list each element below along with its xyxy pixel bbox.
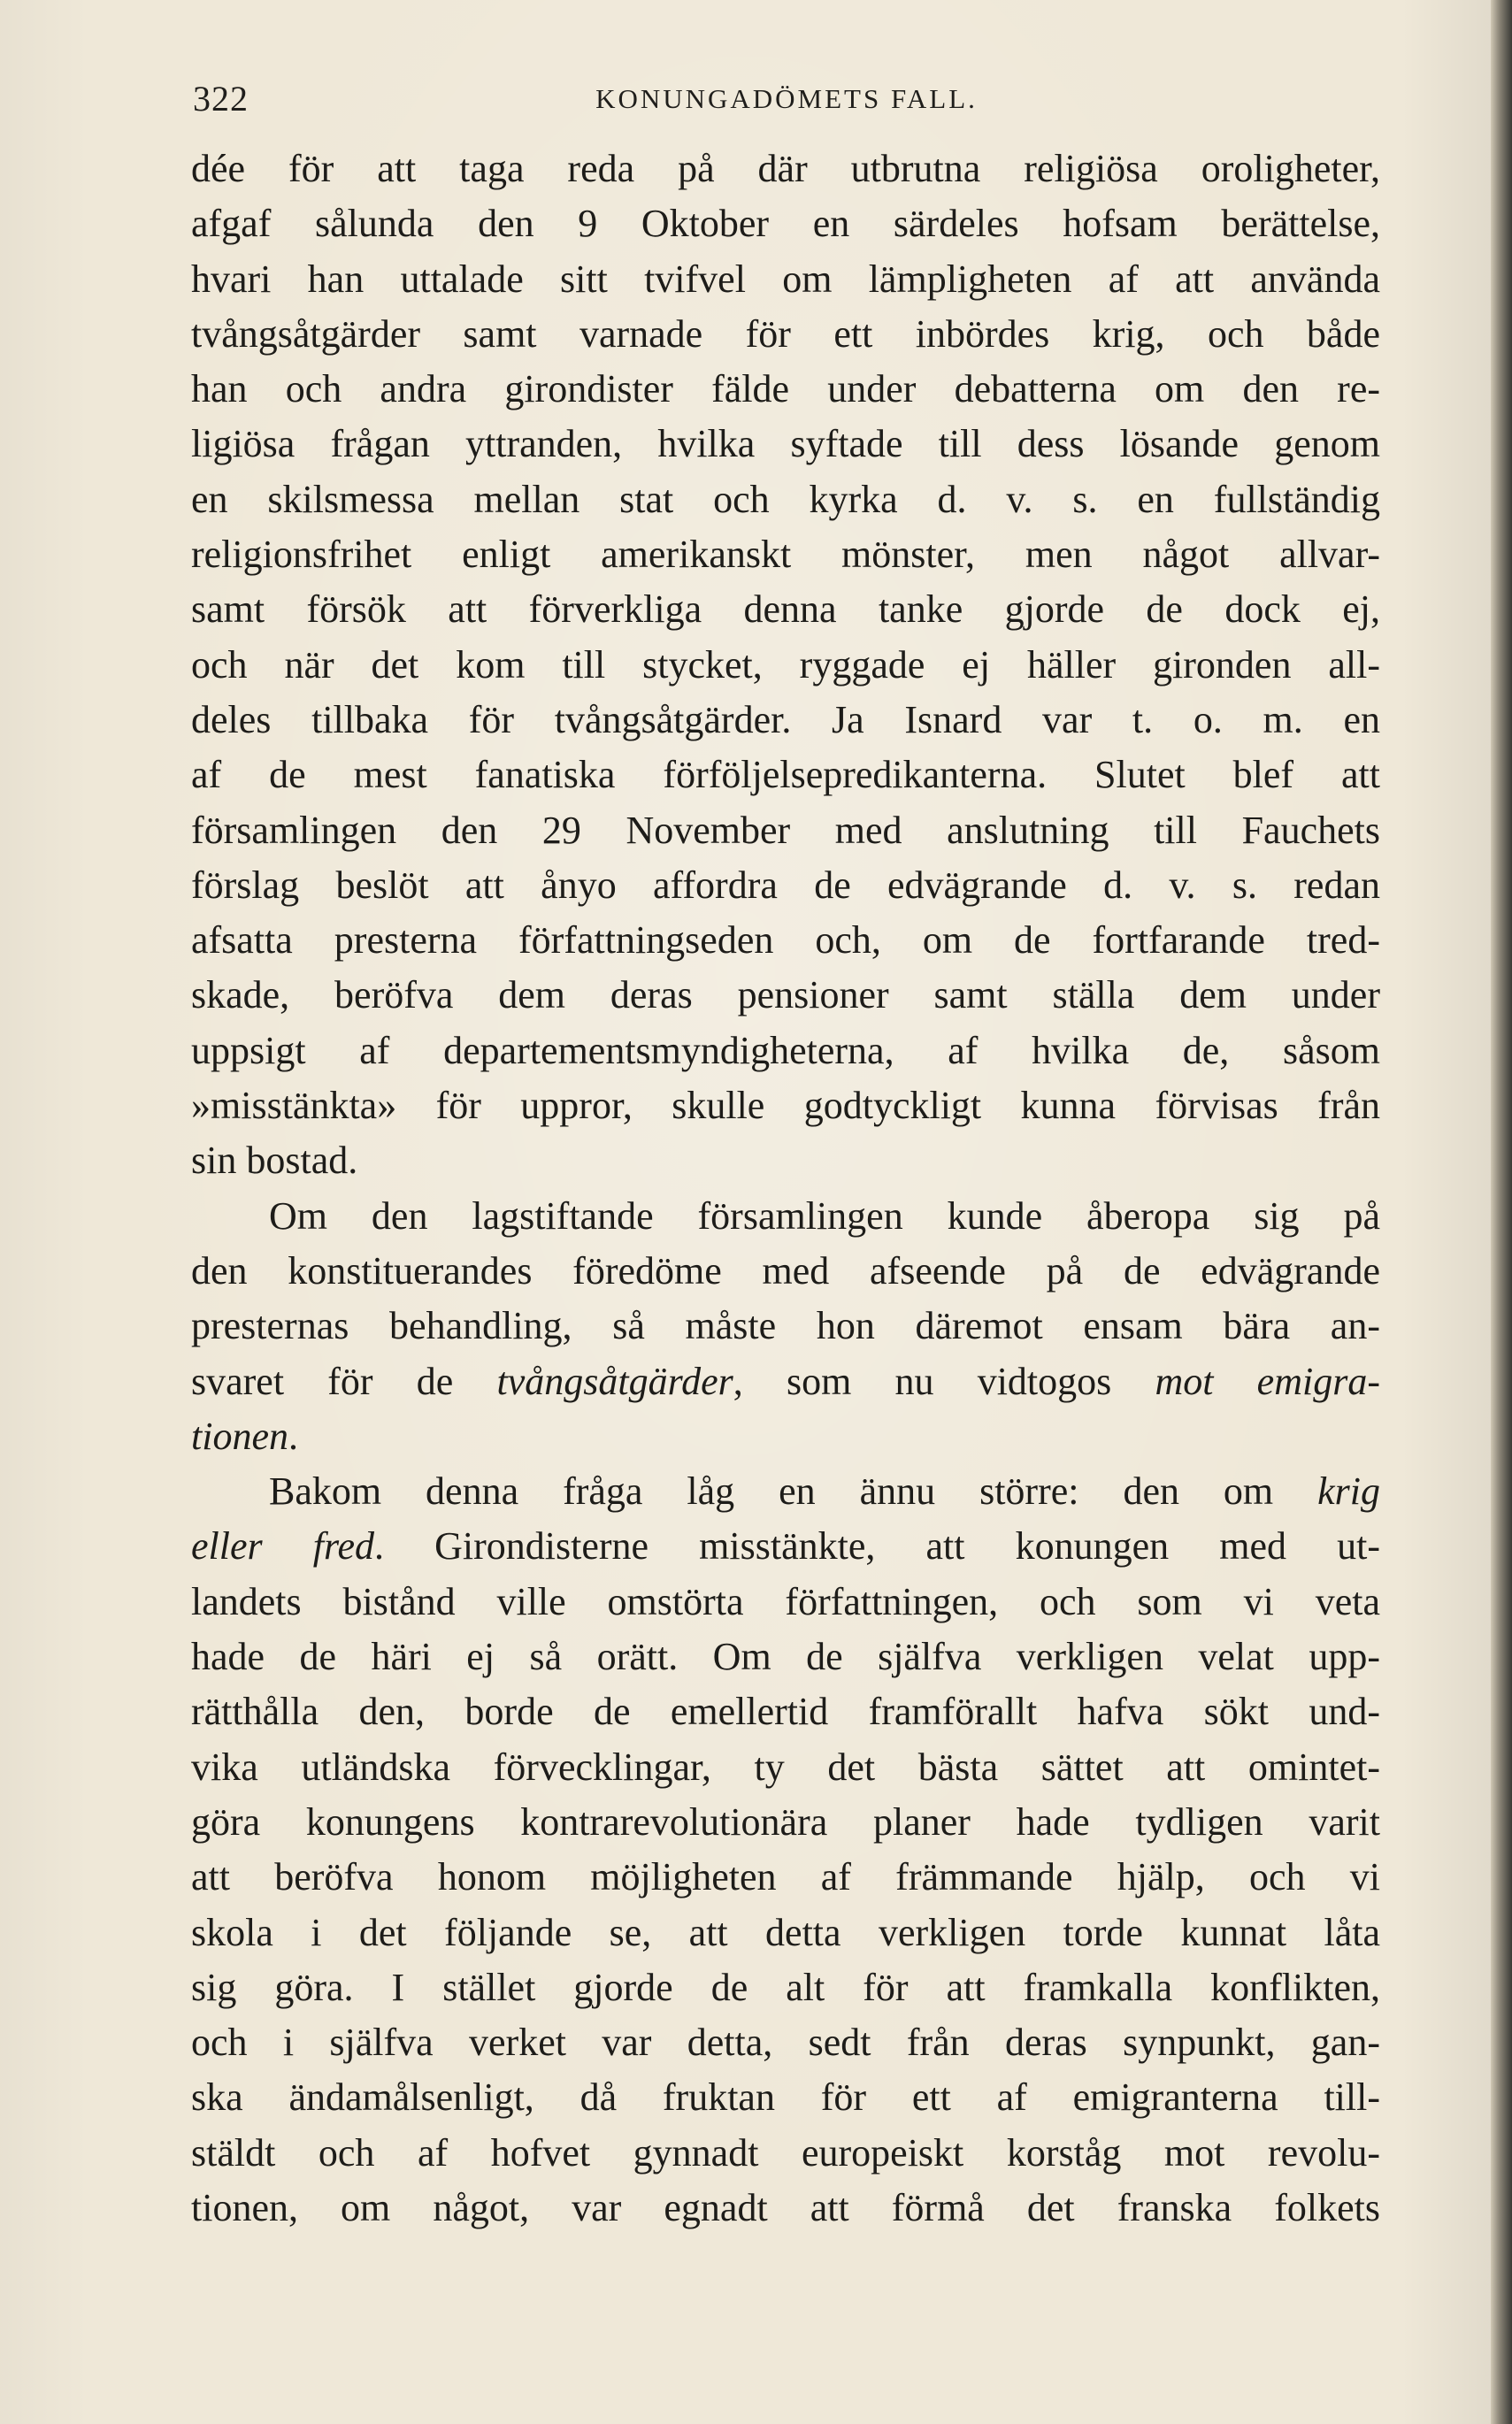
- text-line: [191, 1464, 1380, 1519]
- italic-text: eller fred: [191, 1524, 374, 1569]
- text-segment: att beröfva honom möjligheten af främmande hjälp, och vi: [191, 1855, 1380, 1899]
- text-segment: .: [288, 1414, 298, 1458]
- text-segment: han och andra girondister fälde under debatterna om den re-: [191, 367, 1380, 411]
- text-segment: religionsfrihet enligt amerikanskt mönster, men något allvar-: [191, 533, 1380, 577]
- italic-text: tvångsåtgärder: [496, 1359, 733, 1403]
- text-line: [191, 858, 1380, 913]
- text-segment: deles tillbaka för tvångsåtgärder. Ja Isnard var t. o. m. en: [191, 697, 1380, 741]
- text-line: [191, 527, 1380, 582]
- text-line: [191, 968, 1380, 1023]
- page-header: [193, 78, 1380, 131]
- text-line: [191, 1078, 1380, 1133]
- italic-text: tionen: [191, 1414, 288, 1458]
- text-line: [191, 2126, 1380, 2181]
- text-segment: tvångsåtgärder samt varnade för ett inbördes krig, och både: [191, 311, 1380, 356]
- text-line: [191, 1519, 1380, 1574]
- text-line: [191, 638, 1380, 693]
- text-line: [191, 2015, 1380, 2070]
- text-segment: dée för att taga reda på där utbrutna religiösa oroligheter,: [191, 147, 1380, 190]
- text-segment: hvari han uttalade sitt tvifvel om lämpligheten af att använda: [191, 257, 1380, 301]
- text-segment: presternas behandling, så måste hon däremot ensam bära an-: [191, 1304, 1380, 1348]
- running-title: KONUNGADÖMETS FALL.: [595, 83, 978, 114]
- text-segment: rätthålla den, borde de emellertid framförallt hafva sökt und-: [191, 1690, 1380, 1734]
- text-line: [191, 1299, 1380, 1354]
- text-segment: vika utländska förvecklingar, ty det bästa sättet att omintet-: [191, 1745, 1380, 1789]
- text-line: [191, 1795, 1380, 1850]
- text-segment: uppsigt af departementsmyndigheterna, af hvilka de, såsom: [191, 1028, 1380, 1072]
- text-line: [191, 1740, 1380, 1795]
- text-line: [191, 1906, 1380, 1960]
- text-segment: stäldt och af hofvet gynnadt europeiskt korståg mot revolu-: [191, 2130, 1380, 2175]
- text-segment: »misstänkta» för uppror, skulle godtyckligt kunna förvisas från: [191, 1084, 1380, 1128]
- text-line: [191, 307, 1380, 362]
- text-segment: hade de häri ej så orätt. Om de själfva verkligen velat upp-: [191, 1635, 1380, 1679]
- text-line: [191, 472, 1380, 527]
- text-line: [191, 1684, 1380, 1739]
- text-segment: en skilsmessa mellan stat och kyrka d. v. s. en fullständig: [191, 477, 1380, 521]
- text-segment: svaret för de: [191, 1359, 497, 1403]
- text-segment: göra konungens kontrarevolutionära planer hade tydligen varit: [191, 1799, 1380, 1844]
- text-line: [191, 1630, 1380, 1684]
- text-line: [191, 417, 1380, 472]
- text-segment: . Girondisterne misstänkte, att konungen med ut-: [374, 1524, 1380, 1569]
- page-edge: [1491, 0, 1512, 2424]
- text-segment: af de mest fanatiska förföljelsepredikanterna. Slutet blef att: [191, 753, 1380, 797]
- text-segment: förslag beslöt att ånyo affordra de edvägrande d. v. s. redan: [191, 863, 1380, 907]
- italic-text: mot emigra-: [1155, 1359, 1380, 1403]
- text-segment: församlingen den 29 November med anslutning till Fauchets: [191, 808, 1380, 852]
- text-line: [191, 1354, 1380, 1409]
- italic-text: krig: [1317, 1469, 1380, 1514]
- text-segment: ligiösa frågan yttranden, hvilka syftade till dess lösande genom: [191, 422, 1380, 466]
- text-segment: tionen, om något, var egnadt att förmå det franska folkets: [191, 2185, 1380, 2229]
- text-line: [191, 1409, 1380, 1464]
- text-segment: samt försök att förverkliga denna tanke gjorde de dock ej,: [191, 587, 1380, 632]
- text-line: [191, 2181, 1380, 2236]
- text-line: [191, 196, 1380, 251]
- text-segment: och när det kom till stycket, ryggade ej häller gironden all-: [191, 642, 1380, 687]
- text-segment: afsatta presterna författningseden och, om de fortfarande tred-: [191, 918, 1380, 963]
- text-segment: den konstituerandes föredöme med afseende på de edvägrande: [191, 1248, 1380, 1293]
- text-line: [191, 362, 1380, 417]
- text-line: [191, 1960, 1380, 2015]
- text-line: [191, 1189, 1380, 1244]
- body-text: [191, 142, 1380, 2236]
- text-segment: ska ändamålsenligt, då fruktan för ett af emigranterna till-: [191, 2075, 1380, 2120]
- text-segment: sig göra. I stället gjorde de alt för att framkalla konflikten,: [191, 1965, 1380, 2009]
- text-segment: sin bostad.: [191, 1139, 358, 1183]
- text-segment: landets bistånd ville omstörta författningen, och som vi veta: [191, 1579, 1380, 1623]
- text-line: [191, 1024, 1380, 1078]
- text-line: [191, 2070, 1380, 2125]
- text-line: [191, 748, 1380, 802]
- text-segment: afgaf sålunda den 9 Oktober en särdeles hofsam berättelse,: [191, 202, 1380, 246]
- text-line: [191, 913, 1380, 968]
- text-line: [191, 1575, 1380, 1630]
- text-segment: , som nu vidtogos: [733, 1359, 1155, 1403]
- text-line: [191, 1850, 1380, 1905]
- text-line: [191, 252, 1380, 307]
- text-segment: skola i det följande se, att detta verkligen torde kunnat låta: [191, 1910, 1380, 1954]
- text-line: [191, 582, 1380, 637]
- text-segment: och i själfva verket var detta, sedt från deras synpunkt, gan-: [191, 2021, 1380, 2065]
- text-line: [191, 803, 1380, 858]
- text-segment: Om den lagstiftande församlingen kunde åberopa sig på: [269, 1193, 1380, 1238]
- text-line: [191, 693, 1380, 748]
- text-line: [191, 1133, 1380, 1188]
- text-segment: skade, beröfva dem deras pensioner samt ställa dem under: [191, 973, 1380, 1017]
- text-line: [191, 1244, 1380, 1299]
- text-segment: Bakom denna fråga låg en ännu större: den om: [269, 1469, 1318, 1514]
- text-line: [191, 142, 1380, 196]
- page-number: 322: [193, 79, 249, 119]
